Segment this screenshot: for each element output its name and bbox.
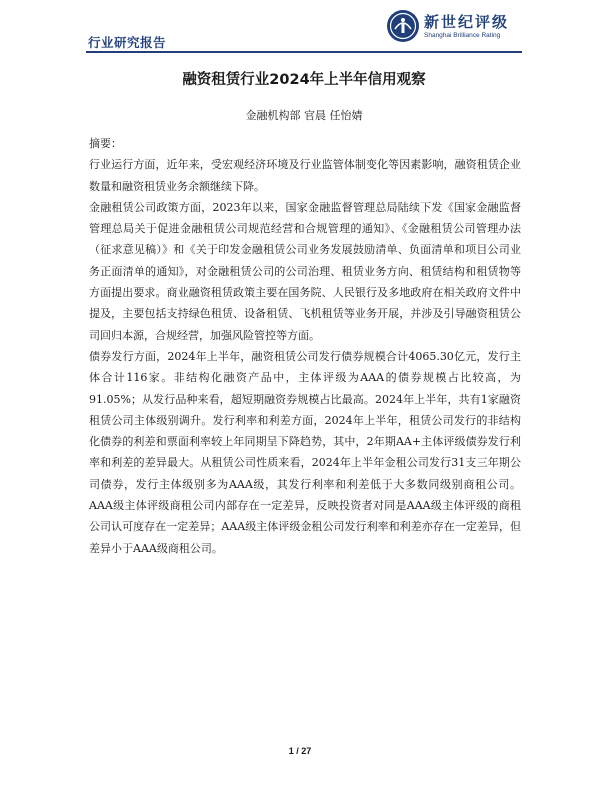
page-number: 1 / 27 (288, 746, 312, 756)
abstract-paragraph-industry: 行业运行方面，近年来，受宏观经济环境及行业监管体制变化等因素影响，融资租赁企业数量和融资租赁业务余额继续下降。 (89, 158, 521, 193)
company-logo (386, 8, 520, 48)
abstract-section (89, 133, 521, 559)
report-type-label: 行业研究报告 (88, 36, 167, 50)
abstract-paragraph-policy: 金融租赁公司政策方面，2023年以来，国家金融监督管理总局陆续下发《国家金融监督管理总局关于促进金融租赁公司规范经营和合规管理的通知》、《金融租赁公司管理办法（征求意见稿）》和《关于印发金融租赁公司业务发展鼓励清单、负面清单和项目公司业务正面清单的通知》，对金融租赁公司的公司治理、租赁业务方向、租赁结构和租赁物等方面提出要求。商业融资租赁政策主要在国务院、人民银行及多地政府在相关政府文件中提及，主要包括支持绿色租赁、设备租赁、飞机租赁等业务开展，并涉及引导融资租赁公司回归本源，合规经营，加强风险管控等方面。 (89, 200, 521, 342)
document-title: 融资租赁行业2024年上半年信用观察 (182, 72, 426, 88)
logo-chinese-text: 新世纪评级 (424, 14, 510, 31)
header-divider (86, 51, 522, 53)
authors-line: 金融机构部 官晨 任怡婧 (245, 109, 363, 122)
page-header (0, 0, 600, 56)
abstract-paragraph-bonds: 债券发行方面，2024年上半年，融资租赁公司发行债券规模合计4065.30亿元，发行主体合计116家。非结构化融资产品中，主体评级为AAA的债券规模占比较高，为91.05%；从发行品种来看，超短期融资券规模占比最高。2024年上半年，共有1家融资租赁公司主体级别调升。发行利率和利差方面，2024年上半年，租赁公司发行的非结构化债券的利差和票面利率较上年同期呈下降趋势，其中，2年期AA+主体评级债券发行利率和利差的差异最大。从租赁公司性质来看，2024年上半年金租公司发行31支三年期公司债券，发行主体级别多为AAA级，其发行利率和利差低于大多数同级别商租公司。AAA级主体评级商租公司内部存在一定差异，反映投资者对同是AAA级主体评级的商租公司认可度存在一定差异；AAA级主体评级金租公司发行利率和利差亦存在一定差异，但差异小于AAA级商租公司。 (89, 349, 521, 555)
logo-english-text: Shanghai Brilliance Rating (424, 32, 501, 39)
abstract-heading: 摘要： (89, 137, 122, 150)
brilliance-logo-icon (386, 9, 420, 43)
